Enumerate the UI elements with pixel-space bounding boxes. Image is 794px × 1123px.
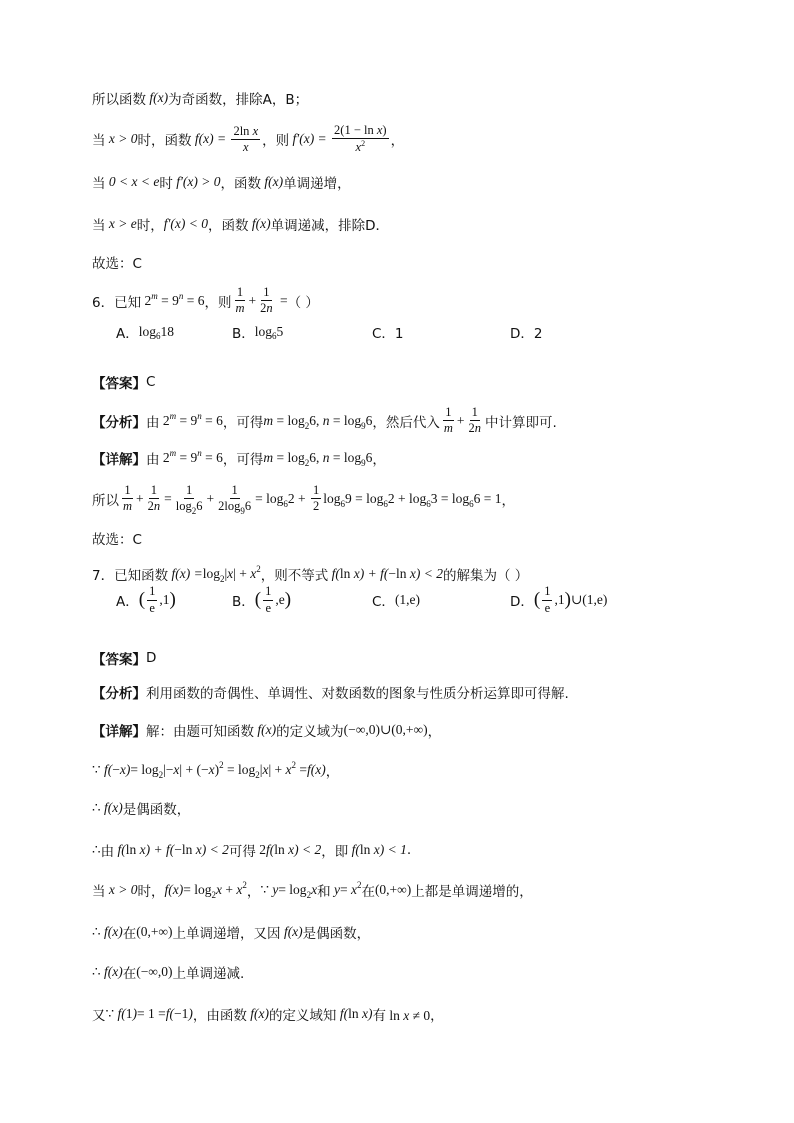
step-1: ∵ f( −x ) = $\log_2|-x| + (-x)^2 = \log_2|x| + x^2$ = f(x) ， xyxy=(92,760,340,780)
step-3: ∴ 由 f( ln x ) + f( −ln x ) < 2 可得 2 f( ln x ) < 2 ，即 f( ln x ) < 1 . xyxy=(92,842,412,860)
analysis-6: 【分析】 由 $2^m = 9^n = 6$ ，可得 $m = \log_26$, $n = \log_96$ ，然后代入 $\frac{1}{m}$ + $\frac{1}{2n}$ 中计算即可. xyxy=(92,405,557,436)
solution-line-1: 所以函数 f(x) 为奇函数，排除A，B； xyxy=(92,90,309,108)
fraction: $\frac{\text{2(1 − ln x)}}{x^2}$ xyxy=(334,123,387,155)
answer-selection-6: 故选：C xyxy=(92,532,142,548)
answer-7: 【答案】 D xyxy=(92,650,157,668)
step-4: 当 x > 0 时， f(x) = $\log_2x + x^2$ ， ∵ y = $\log_2x$ 和 y = $x^2$ 在 (0,+∞) 上都是单调递增的， xyxy=(92,880,533,900)
question-6: 6．已知 $2^m = 9^n = 6$ ，则 $\frac{1}{m}$ + $\frac{1}{2n}$ = （ ） xyxy=(92,285,319,316)
detail-6: 【详解】 由 $2^m = 9^n = 6$ ，可得 $m = \log_26$, $n = \log_96$ ， xyxy=(92,448,386,468)
detail-7: 【详解】 解：由题可知函数 f(x) 的定义域为 (−∞,0)∪(0,+∞) ， xyxy=(92,722,442,740)
answer-6: 【答案】 C xyxy=(92,374,156,392)
step-5: ∴ f(x) 在 (0,+∞) 上单调递增，又因 f(x) 是偶函数， xyxy=(92,924,371,942)
option-b: B． log 6 5 xyxy=(232,324,284,342)
question-7: 7．已知函数 f(x) = $\log_2|x| + x^2$ ，则不等式 f( ln x ) + f( −ln x ) < 2 的解集为（ ） xyxy=(92,564,529,584)
step-7: 又 ∵ f( 1 ) = 1 = f( −1 ) ，由函数 f(x) 的定义域知 f( ln x ) 有 ln x ≠ 0， xyxy=(92,1006,444,1024)
answer-selection: 故选：C xyxy=(92,256,142,272)
option-a: A． log 6 18 xyxy=(116,324,175,342)
option-d: D． ( $\frac{1}{e}$ ,1 ) ∪(1,e) xyxy=(510,584,608,615)
option-b: B． ( $\frac{1}{e}$ ,e ) xyxy=(232,584,292,615)
analysis-7: 【分析】 利用函数的奇偶性、单调性、对数函数的图象与性质分析运算即可得解. xyxy=(92,686,569,702)
solution-line-3: 当 0 < x < e 时 f′(x) > 0 ，函数 f(x) 单调递增， xyxy=(92,174,351,192)
solution-line-4: 当 x > e 时， f′(x) < 0 ，函数 f(x) 单调递减，排除D． xyxy=(92,216,390,234)
calculation-6: 所以 $\frac{1}{m}$ + $\frac{1}{2n}$ = $\frac{1}{\log_26}$ + $\frac{1}{2\log_96}$ = $\log_62$ + $\frac{1}{2}$ $\log_69 = \log_62 + \log_63 = \log_66 = 1$ ， xyxy=(92,483,516,517)
option-a: A． ( $\frac{1}{e}$ ,1 ) xyxy=(116,584,176,615)
step-2: ∴ f(x) 是偶函数， xyxy=(92,800,191,818)
math-fx: f(x) xyxy=(146,90,169,105)
option-c: C． (1,e) xyxy=(372,592,421,610)
option-d: D．2 xyxy=(510,326,543,342)
solution-line-2: 当 x > 0 时，函数 f(x) = $\frac{\text{2ln x}}{x}$ ，则 f′(x) = $\frac{\text{2(1 − ln x)}}{x^2}$ ， xyxy=(92,123,405,155)
fraction: $\frac{\text{2ln x}}{x}$ xyxy=(233,123,259,154)
option-c: C．1 xyxy=(372,326,404,342)
step-6: ∴ f(x) 在 (−∞,0) 上单调递减. xyxy=(92,964,245,982)
